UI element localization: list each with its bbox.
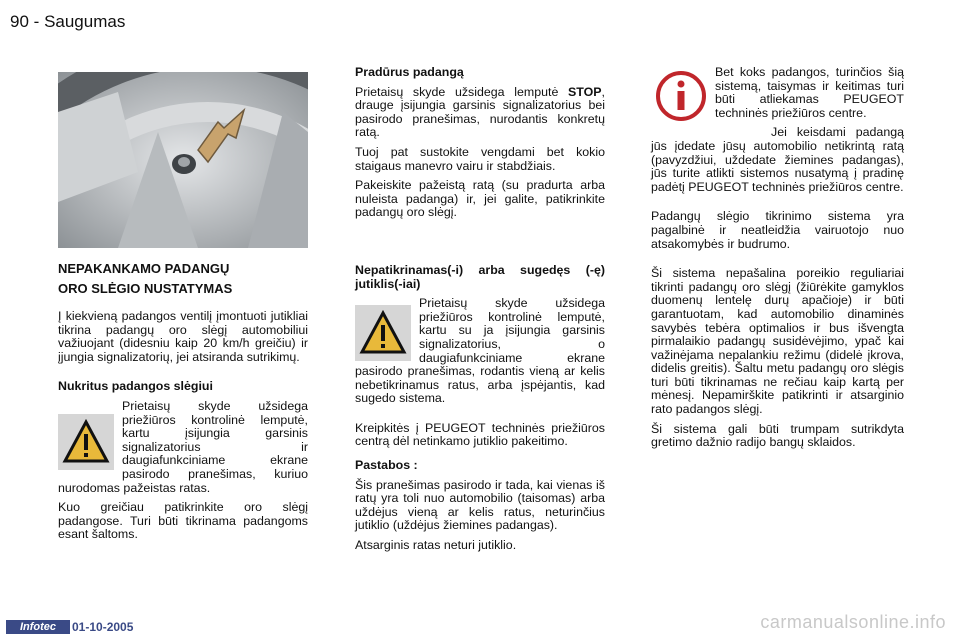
stop-advice-paragraph: Tuoj pat sustokite vengdami bet kokio staigaus manevro vairu ir stabdžiais. xyxy=(355,144,605,173)
puncture-text-end: , drauge įsijungia garsinis signalizatorius bei pasirodo pranešimas, nurodantis konkretų ratą. xyxy=(355,84,605,140)
pressure-drop-block xyxy=(58,400,308,495)
sensor-fault-block xyxy=(355,297,605,406)
watermark: carmanualsonline.info xyxy=(760,612,946,632)
info-block xyxy=(651,66,904,194)
info-icon xyxy=(651,66,707,128)
subheading-puncture: Pradūrus padangą xyxy=(355,65,464,79)
sensor-fault-text: Prietaisų skyde užsidega priežiūros kontrolinė lemputė, kartu su ja įsijungia garsinis signalizatorius, o daugiafunkciniame ekrane pasirodo pranešimas, rodantis vieną ar kelis nebetikrinamus ratus, arba įspėjantis, kad sugedo sistema. xyxy=(355,296,605,406)
infotec-badge: Infotec xyxy=(6,620,70,634)
page-number: 90 xyxy=(10,12,29,31)
info-reset-text: Jei keisdami padangą jūs įdedate jūsų automobilio netikrintą ratą (pavyzdžiui, uždedate žiemines padangas), jūs turite atlikti sistemos nusatymą į pradinę padėtį PEUGEOT techninės priežiūros centre. xyxy=(651,125,904,194)
warning-icon xyxy=(58,414,114,470)
stop-label: STOP xyxy=(568,84,602,99)
page-header xyxy=(10,12,125,32)
left-column xyxy=(58,262,308,548)
radio-interference-paragraph: Ši sistema gali būti trumpam sutrikdyta gretimo dažnio radijo bangų sklaidos. xyxy=(651,421,904,450)
assist-system-paragraph: Padangų slėgio tikrinimo sistema yra pagalbinė ir neatleidžia vairuotojo nuo atsakomybės ir budrumo. xyxy=(651,209,904,251)
section-heading-line2: ORO SLĖGIO NUSTATYMAS xyxy=(58,281,233,296)
puncture-paragraph xyxy=(355,86,605,140)
intro-paragraph: Į kiekvieną padangos ventilį įmontuoti jutikliai tikrina padangų oro slėgį automobiliui važiuojant (didesniu kaip 20 km/h greičiu) ir įjungia signalizatorių, jei atsiranda sutrikimų. xyxy=(58,309,308,364)
header-separator: - xyxy=(33,12,40,31)
section-title: Saugumas xyxy=(44,12,126,31)
subheading-notes: Pastabos : xyxy=(355,458,418,473)
puncture-text-start: Prietaisų skyde užsidega lemputė xyxy=(355,84,569,99)
replace-wheel-paragraph: Pakeiskite pažeistą ratą (su pradurta arba nuleista padanga) ir, jei galite, patikrinkite padangų oro slėgį. xyxy=(355,178,605,220)
section-heading-line1: NEPAKANKAMO PADANGŲ xyxy=(58,261,230,276)
warning-icon xyxy=(355,305,411,361)
footer-date: 01-10-2005 xyxy=(72,620,134,634)
notes-paragraph: Šis pranešimas pasirodo ir tada, kai vienas iš ratų yra toli nuo automobilio (taisomas) arba uždėjus vieną ar kelis ratus, neturinčius jutiklio (uždėjus žiemines padangas). xyxy=(355,477,605,533)
right-column xyxy=(651,66,904,456)
subheading-sensor-fault: Nepatikrinamas(-i) arba sugedęs (-ę) jutiklis(-iai) xyxy=(355,262,605,291)
subheading-pressure-drop: Nukritus padangos slėgiui xyxy=(58,379,213,394)
tyre-valve-image xyxy=(58,72,308,248)
spare-wheel-paragraph: Atsarginis ratas neturi jutiklio. xyxy=(355,538,517,553)
regular-check-paragraph: Ši sistema nepašalina poreikio reguliariai tikrinti padangų oro slėgį (žiūrėkite gamyklos duomenų lentelę durų apačioje) ir būti garantuotam, kad automobilio dinaminės savybės tebėra optimalios ir bus išvengta pirmalaikio padangų susidėvėjimo, ypač kai važinėjama nepalankiu režimu (didelė įkrova, didelis greitis). Šaltu metu padangų oro slėgis turi būti tikrinamas ne rečiau kaip kartą per mėnesį. Nepamirškite patikrinti ir atsarginio rato padangos slėgį. xyxy=(651,266,904,417)
middle-column xyxy=(355,66,605,559)
wheel-illustration xyxy=(58,72,308,248)
info-repair-text: Bet koks padangos, turinčios šią sistemą, taisymas ir keitimas turi būti atliekamas PEUGEOT techninės priežiūros centre. xyxy=(715,65,904,120)
pressure-drop-text: Prietaisų skyde užsidega priežiūros kontrolinė lemputė, kartu įsijungia garsinis signalizatorius ir daugiafunkciniame ekrane pasirodo pranešimas, kuriuo nurodomas pažeistas ratas. xyxy=(58,398,308,495)
contact-service-paragraph: Kreipkitės į PEUGEOT techninės priežiūros centrą dėl netinkamo jutiklio pakeitimo. xyxy=(355,420,605,449)
advice-paragraph: Kuo greičiau patikrinkite oro slėgį padangose. Turi būti tikrinama padangoms esant šaltoms. xyxy=(58,500,308,542)
